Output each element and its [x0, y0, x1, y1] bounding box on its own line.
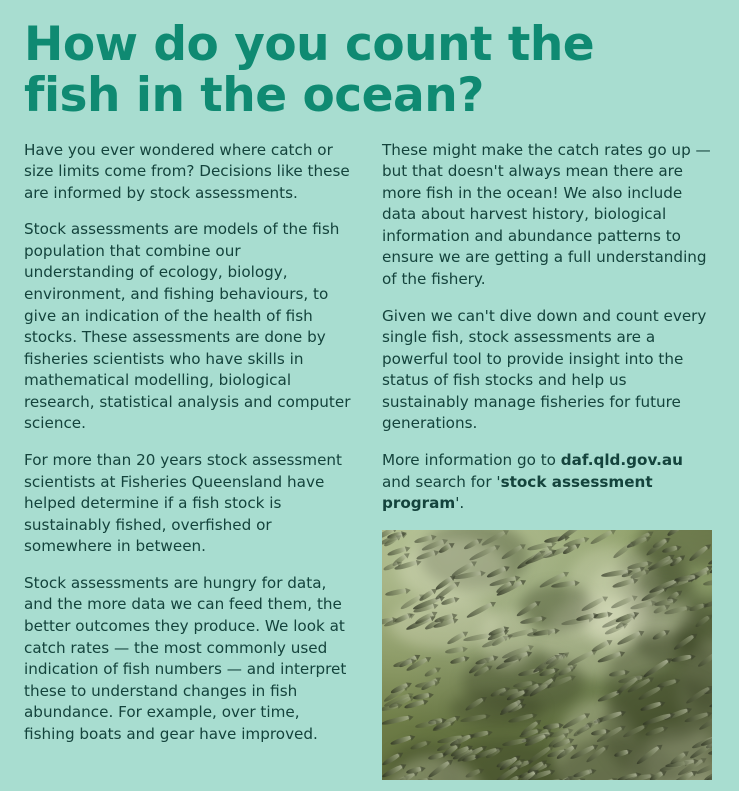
paragraph: Stock assessments are hungry for data, and the more data we can feed them, the better outcomes they produce. We look at catch rates — the most commonly used indication of fish numbers — and interpret these to understand changes in fish abundance. For example, over time, fishing boats and gear have improved.: [24, 573, 347, 743]
more-info-middle: and search for ': [382, 472, 501, 491]
page-title: [24, 17, 684, 123]
fish-school-photo: [382, 530, 712, 780]
paragraph: Stock assessments are models of the fish population that combine our understanding of ecology, biology, environment, and fishing behaviours, to give an indication of the health of fish stocks. These assessments are done by fisheries scientists who have skills in mathematical modelling, biological research, statistical analysis and computer science.: [24, 220, 351, 433]
more-info-prefix: More information go to: [382, 451, 561, 470]
more-info-suffix: '.: [455, 494, 465, 513]
website-link[interactable]: daf.qld.gov.au: [560, 451, 683, 470]
right-column: [382, 140, 712, 780]
paragraph: For more than 20 years stock assessment scientists at Fisheries Queensland have helped determine if a fish stock is sustainably fished, overfished or somewhere in between.: [24, 451, 342, 556]
paragraph: Given we can't dive down and count every single fish, stock assessments are a powerful tool to provide insight into the status of fish stocks and help us sustainably manage fisheries for future generations.: [382, 306, 707, 433]
paragraph: These might make the catch rates go up — but that doesn't always mean there are more fish in the ocean! We also include data about harvest history, biological information and abundance patterns to ensure we are getting a full understanding of the fishery.: [382, 140, 711, 288]
page-title-line-1: How do you count the: [24, 17, 595, 72]
article-columns: [24, 140, 715, 780]
more-information-paragraph: [382, 450, 712, 515]
program-name: stock assessment program: [382, 472, 653, 513]
left-column: [24, 140, 354, 780]
page-title-line-2: fish in the ocean?: [24, 67, 484, 123]
paragraph: Have you ever wondered where catch or size limits come from? Decisions like these are informed by stock assessments.: [24, 140, 350, 202]
